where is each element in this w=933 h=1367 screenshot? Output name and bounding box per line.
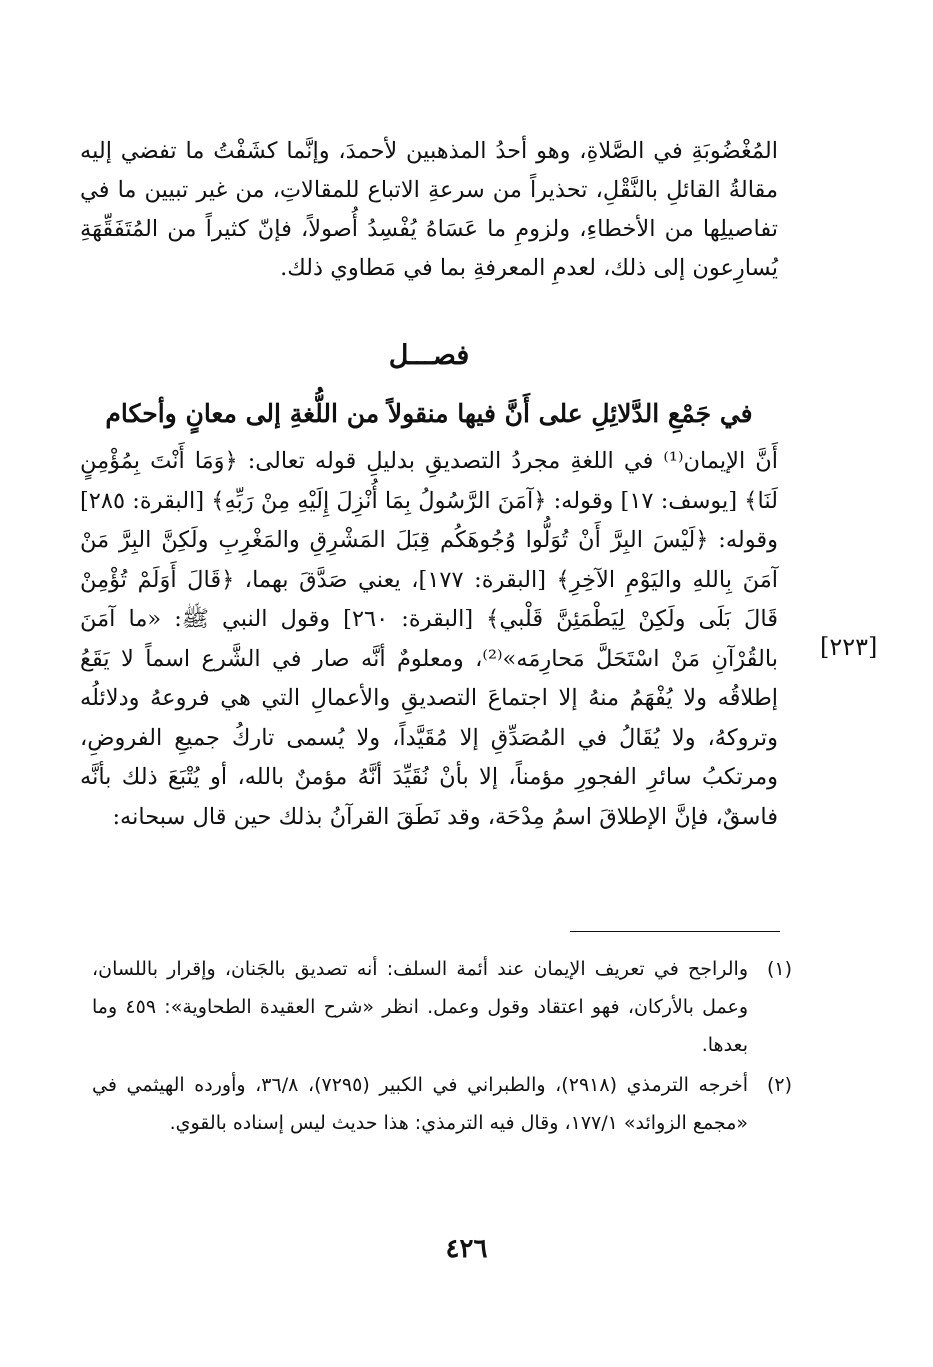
footnote-text: والراجح في تعريف الإيمان عند أئمة السلف: أنه تصديق بالجَنان، وإقرار باللسان، وعمل بالأركان، فهو اعتقاد وقول وعمل. انظر «شرح العقيدة الطحاوية»: ٤٥٩ وما بعدها. xyxy=(92,958,748,1056)
section-heading: فصـــل xyxy=(388,340,470,371)
footnote-number: (١) xyxy=(766,958,792,980)
footnotes-section xyxy=(92,950,792,1144)
footnote-text: أخرجه الترمذي (٢٩١٨)، والطبراني في الكبير (٧٢٩٥)، ٣٦/٨، وأورده الهيثمي في «مجمع الزوائد» ١٧٧/١، وقال فيه الترمذي: هذا حديث ليس إسناده بالقوي. xyxy=(92,1074,748,1134)
footnote-number: (٢) xyxy=(766,1074,792,1096)
main-paragraph-block xyxy=(80,442,778,837)
intro-paragraph-block xyxy=(80,132,778,288)
intro-paragraph: المُغْضُوبَةِ في الصَّلاةِ، وهو أحدُ المذهبين لأحمدَ، وإنَّما كشَفْتُ ما تفضي إليه مقالةُ القائلِ بالنَّقْلِ، تحذيراً من سرعةِ الاتباع للمقالاتِ، من غير تبيين ما في تفاصيلِها من الأخطاءِ، ولزومِ ما عَسَاهُ يُفْسِدُ أُصولاً، فإنّ كثيراً من المُتَفَقِّهَةِ يُسارِعون إلى ذلك، لعدمِ المعرفةِ بما في مَطاوي ذلك. xyxy=(80,138,778,281)
footnote-1 xyxy=(92,950,792,1064)
footnote-separator xyxy=(570,931,780,932)
main-paragraph: أَنَّ الإيمان⁽¹⁾ في اللغةِ مجردُ التصديقِ بدليلِ قوله تعالى: ﴿وَمَا أَنْتَ بِمُؤْمِنٍ لَنَا﴾ [يوسف: ١٧] وقوله: ﴿آمَنَ الرَّسُولُ بِمَا أُنْزِلَ إِلَيْهِ مِنْ رَبِّهِ﴾ [البقرة: ٢٨٥] وقوله: ﴿لَيْسَ البِرَّ أَنْ تُوَلُّوا وُجُوهَكُم قِبَلَ المَشْرِقِ والمَغْرِبِ ولَكِنَّ البِرَّ مَنْ آمَنَ بِاللهِ واليَوْمِ الآخِرِ﴾ [البقرة: ١٧٧]، يعني صَدَّقَ بهما، ﴿قَالَ أَوَلَمْ تُؤْمِنْ قَالَ بَلَى ولَكِنْ لِيَطْمَئِنَّ قَلْبي﴾ [البقرة: ٢٦٠] وقول النبي ﷺ: «ما آمَنَ بالقُرْآنِ مَنْ اسْتَحَلَّ مَحارِمَه»⁽²⁾، ومعلومٌ أنَّه صار في الشَّرع اسماً لا يَقَعُ إطلاقُه ولا يُفْهَمُ منهُ إلا اجتماعَ التصديقِ والأعمالِ التي هي فروعهُ ودلائلُه وتروكهُ، ولا يُقَالُ في المُصَدِّقِ إلا مُقَيَّداً، ولا يُسمى تاركُ جميعِ الفروضِ، ومرتكبُ سائرِ الفجورِ مؤمناً، إلا بأنْ نُقَيِّدَ أنَّهُ مؤمنٌ بالله، أو يُتْبَعَ ذلك بأنَّه فاسقٌ، فإنَّ الإطلاقَ اسمُ مِدْحَة، وقد نَطَقَ القرآنُ بذلك حين قال سبحانه: xyxy=(80,448,779,830)
margin-reference: [٢٢٣] xyxy=(820,633,878,661)
page-number: ٤٢٦ xyxy=(445,1234,488,1264)
section-subheading: في جَمْعِ الدَّلائِلِ على أَنَّ فيها منقولاً من اللُّغةِ إلى معانٍ وأحكام xyxy=(105,399,753,428)
footnote-2 xyxy=(92,1066,792,1142)
